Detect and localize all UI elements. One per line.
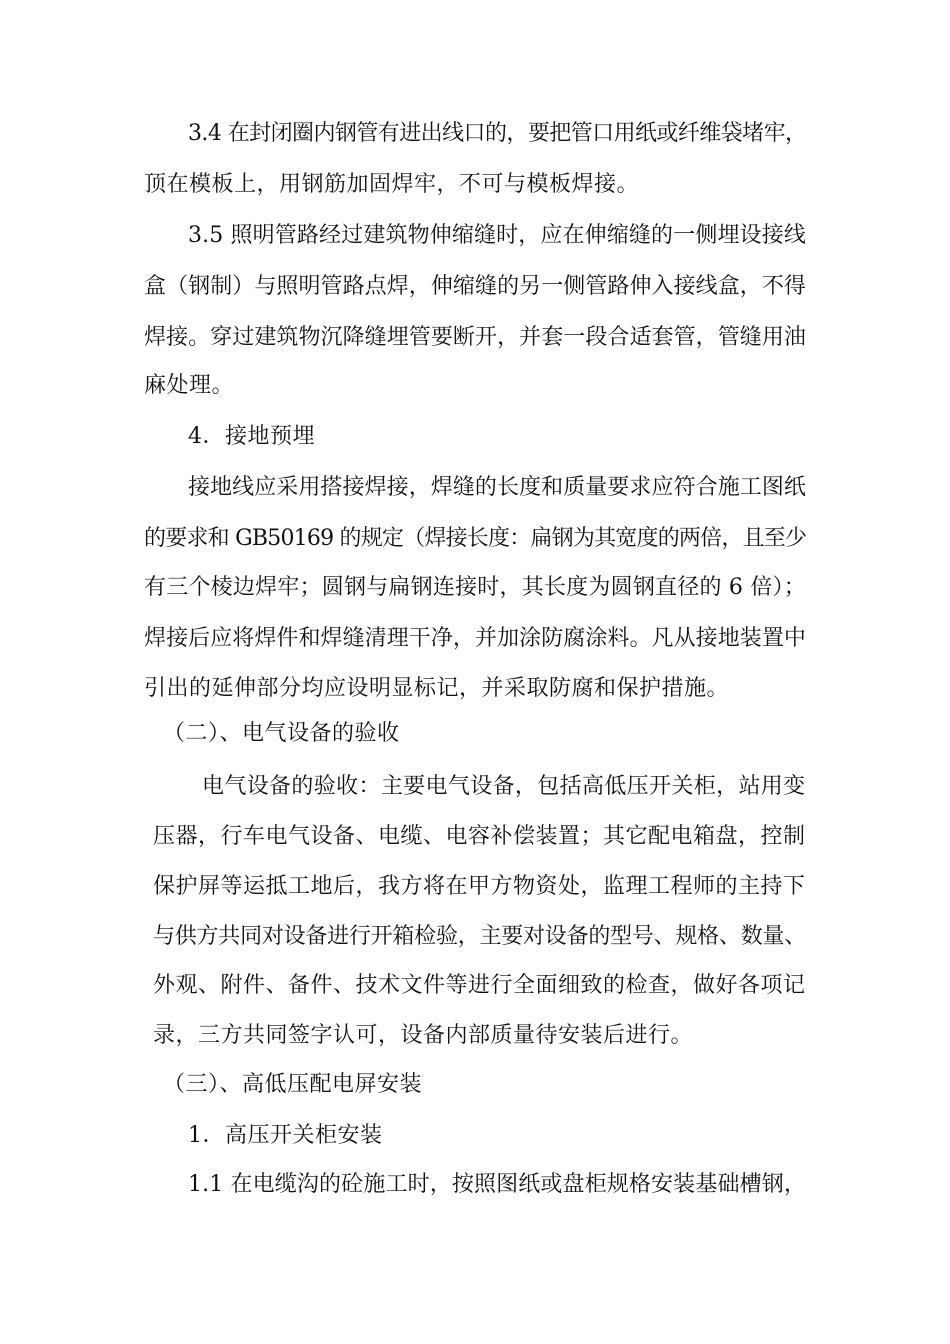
text-line: 引出的延伸部分均应设明显标记，并采取防腐和保护措施。	[144, 676, 730, 701]
text-line: 外观、附件、备件、技术文件等进行全面细致的检查，做好各项记	[153, 973, 806, 998]
text-line: 压器，行车电气设备、电缆、电容补偿装置；其它配电箱盘，控制	[153, 824, 806, 849]
text-line: 与供方共同对设备进行开箱检验，主要对设备的型号、规格、数量、	[153, 924, 807, 949]
text-line: 3.5 照明管路经过建筑物伸缩缝时，应在伸缩缝的一侧埋设接线	[188, 223, 806, 248]
section-heading: 4．接地预埋	[188, 424, 315, 449]
text-line: 盒（钢制）与照明管路点焊，伸缩缝的另一侧管路伸入接线盒，不得	[144, 274, 807, 299]
text-line: 电气设备的验收：主要电气设备，包括高低压开关柜，站用变	[202, 774, 806, 799]
section-heading: 1．高压开关柜安装	[188, 1123, 383, 1148]
text-line: 顶在模板上，用钢筋加固焊牢，不可与模板焊接。	[144, 172, 640, 197]
text-line: 有三个棱边焊牢；圆钢与扁钢连接时，其长度为圆钢直径的 6 倍）；	[144, 575, 806, 600]
text-line: 1.1 在电缆沟的砼施工时，按照图纸或盘柜规格安装基础槽钢，	[188, 1172, 806, 1197]
section-heading: （二）、电气设备的验收	[163, 721, 400, 746]
text-line: 保护屏等运抵工地后，我方将在甲方物资处，监理工程师的主持下	[153, 874, 806, 899]
text-line: 焊接。穿过建筑物沉降缝埋管要断开，并套一段合适套管，管缝用油	[144, 325, 807, 350]
text-line: 的要求和 GB50169 的规定（焊接长度：扁钢为其宽度的两倍，且至少	[144, 526, 807, 551]
text-line: 接地线应采用搭接焊接，焊缝的长度和质量要求应符合施工图纸	[188, 475, 807, 500]
text-line: 麻处理。	[144, 373, 235, 398]
text-line: 3.4 在封闭圈内钢管有进出线口的，要把管口用纸或纤维袋堵牢，	[188, 121, 807, 146]
text-line: 录，三方共同签字认可，设备内部质量待安装后进行。	[153, 1023, 694, 1048]
text-line: 焊接后应将焊件和焊缝清理干净，并加涂防腐涂料。凡从接地装置中	[144, 626, 807, 651]
section-heading: （三）、高低压配电屏安装	[163, 1072, 423, 1097]
